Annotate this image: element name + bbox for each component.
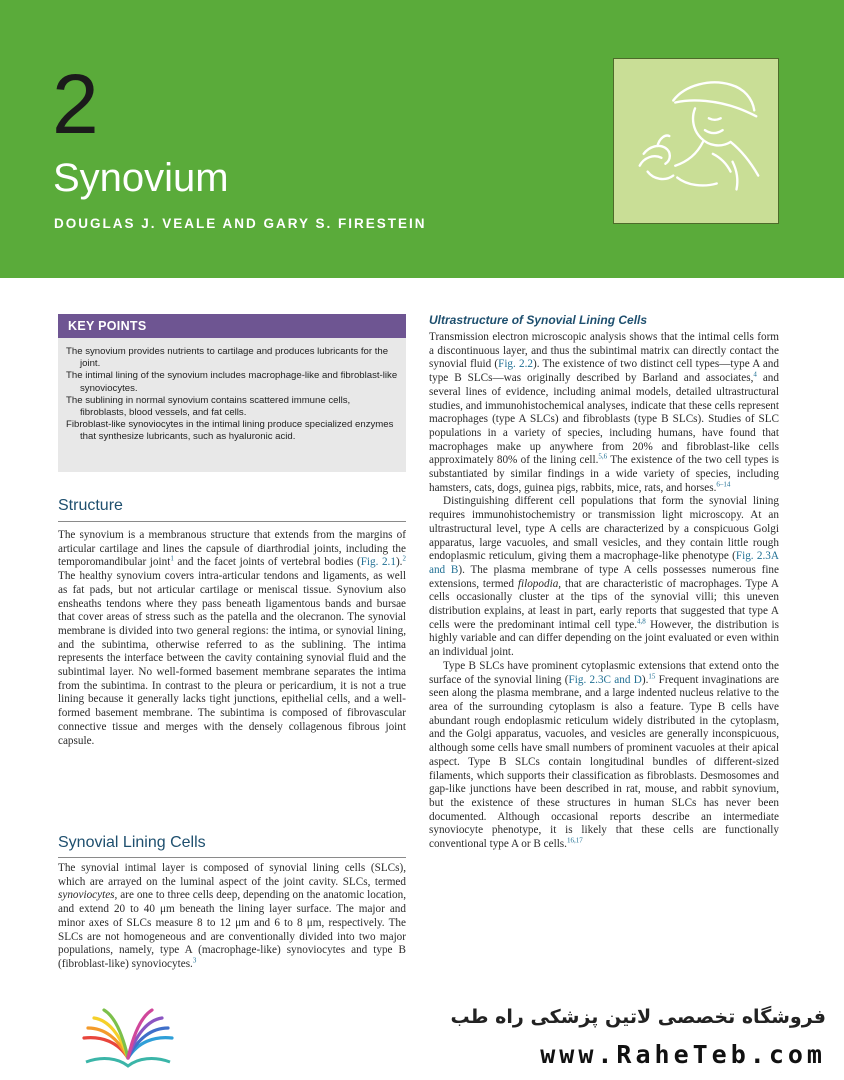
key-point-item: Fibroblast-like synoviocytes in the intimal lining produce specialized enzymes that synthesize lubricants, such as hyaluronic acid. [66, 419, 394, 443]
figure-link[interactable]: Fig. 2.3C and D [568, 673, 642, 686]
store-name-persian: فروشگاه تخصصی لاتین پزشکی راه طب [450, 1006, 826, 1028]
figure-link[interactable]: Fig. 2.1 [360, 556, 396, 569]
footer-watermark [0, 994, 844, 1080]
lining-paragraph: The synovial intimal layer is composed of synovial lining cells (SLCs), which are arrayed on the luminal aspect of the joint cavity. SLCs, termed synoviocytes, are one to three cells deep, depending on the anatomic location, and extend 20 to 40 μm beneath the lining layer surface. The major and minor axes of SLCs measure 8 to 12 μm and 6 to 8 μm, respectively. The SLCs are not homogeneous and are conventionally divided into two major populations, namely, type A (macrophage-like) synoviocytes and type B (fibroblast-like) synoviocytes.$^3$ [58, 862, 406, 970]
lining-body [58, 862, 406, 972]
citation-link[interactable]: 15 [648, 671, 656, 680]
open-book-rainbow-logo-icon [78, 1008, 178, 1072]
figure-link[interactable]: Fig. 2.3A and B [429, 550, 779, 576]
citation-link[interactable]: 4,8 [637, 617, 646, 626]
ultrastructure-paragraph: Distinguishing different cell populations that form the synovial lining requires immunohistochemistry or transmission light microscopy. At an ultrastructural level, type A cells are characterized by a conspicuous Golgi apparatus, large vacuoles, and small vesicles, and they contain little rough endoplasmic reticulum, giving them a macrophage-like phenotype (Fig. 2.3A and B). The plasma membrane of type A cells possesses numerous fine extensions, termed filopodia, that are characteristic of macrophages. Type A cells occasionally cluster at the tips of the synovial villi; this uneven distribution explains, at least in part, early reports that suggested that type A cells were the predominant intimal cell type.$^{4,8}$ However, the distribution is highly variable and can differ depending on the joint evaluated or even within an individual joint. [429, 495, 780, 659]
painter-sketch-icon [613, 58, 779, 224]
structure-heading: Structure [58, 497, 123, 514]
structure-body [58, 529, 406, 748]
ultrastructure-heading: Ultrastructure of Synovial Lining Cells [429, 313, 648, 327]
structure-paragraph: The synovium is a membranous structure that extends from the margins of articular cartilage and lines the capsule of diarthrodial joints, including the temporomandibular joint$^1$ and the facet joints of vertebral bodies (Fig. 2.1).$^2$ The healthy synovium covers intra-articular tendons and ligaments, as well as fat pads, but not articular cartilage or meniscal tissue. Synovium also ensheaths tendons where they pass beneath ligamentous bands and bursae that cover areas of stress such as the patella and the olecranon. The synovial membrane is divided into two general regions: the intima, or synovial lining, and the subintima, otherwise referred to as the sublining. The intima represents the interface between the cavity containing synovial fluid and the subintimal layer. No well-formed basement membrane separates the intima from the subintima. In contrast to the pleura or pericardium, it is not a true lining because it generally lacks tight junctions, epithelial cells, and a well-formed basement membrane. The subintima is composed of fibrovascular connective tissue and merges with the densely collagenous fibrous joint capsule. [58, 529, 406, 747]
key-point-item: The synovium provides nutrients to cartilage and produces lubricants for the joint. [66, 346, 389, 370]
synovial-lining-heading: Synovial Lining Cells [58, 834, 206, 851]
section-divider [58, 521, 406, 522]
citation-link[interactable]: 4 [753, 370, 757, 379]
chapter-number: 2 [52, 57, 99, 151]
chapter-title: Synovium [53, 156, 229, 200]
key-point-item: The intimal lining of the synovium includes macrophage-like and fibroblast-like synoviocytes. [66, 370, 398, 394]
citation-link[interactable]: 3 [192, 956, 197, 965]
chapter-header-band [0, 0, 844, 278]
figure-link[interactable]: Fig. 2.2 [498, 358, 533, 371]
citation-link[interactable]: 2 [402, 554, 406, 563]
key-point-item: The sublining in normal synovium contains scattered immune cells, fibroblasts, blood vessels, and fat cells. [66, 394, 351, 419]
chapter-authors: DOUGLAS J. VEALE AND GARY S. FIRESTEIN [54, 216, 427, 231]
website-link[interactable]: www.RaheTeb.com [540, 1040, 826, 1069]
citation-link[interactable]: 16,17 [566, 836, 583, 845]
ultrastructure-paragraph: Transmission electron microscopic analysis shows that the intimal cells form a discontinuous layer, and thus the subintimal matrix can directly contact the synovial fluid (Fig. 2.2). The existence of two distinct cell types—type A and type B SLCs—was originally described by Barland and associates,$^4$ and several lines of evidence, including animal models, detailed ultrastructural studies, and immunohistochemical analyses, indicate that these cells represent macrophages (type A SLCs) and fibroblasts (type B SLCs). Studies of SLC populations in a variety of species, including humans, have found that macrophages make up anywhere from 20% and fibroblast-like cells approximately 80% of the lining cell.$^{5,6}$ The existence of the two cell types is substantiated by similar findings in a wide variety of species, including hamsters, cats, dogs, guinea pigs, rabbits, mice, rats, and horses.$^{6-14}$ [429, 331, 779, 494]
key-points-title: KEY POINTS [58, 314, 406, 338]
ultrastructure-paragraph: Type B SLCs have prominent cytoplasmic extensions that extend onto the surface of the synovial lining (Fig. 2.3C and D).$^{15}$ Frequent invaginations are seen along the plasma membrane, and a large indented nucleus relative to the area of the surrounding cytoplasm is also a feature. Type B cells have abundant rough endoplasmic reticulum widely distributed in the cytoplasm, and the Golgi apparatus, vacuoles, and vesicles are generally inconspicuous, although some cells have small numbers of prominent vacuoles at their apical aspect. Type B SLCs contain longitudinal bundles of different-sized filaments, which supports their classification as fibroblasts. Desmosomes and gap-like junctions have been described in rat, mouse, and rabbit synovium, but the existence of these structures in human SLCs has never been documented. Although occasional reports describe an intermediate synoviocyte phenotype, it is likely that these cells are functionally conventional type A or B cells.$^{16,17}$ [429, 659, 779, 851]
citation-link[interactable]: 5,6 [598, 452, 608, 461]
citation-link[interactable]: 6–14 [716, 480, 731, 488]
key-points-box [58, 314, 406, 472]
citation-link[interactable]: 1 [170, 554, 174, 563]
ultrastructure-body [429, 331, 779, 852]
section-divider [58, 857, 406, 858]
key-points-list [58, 338, 406, 444]
